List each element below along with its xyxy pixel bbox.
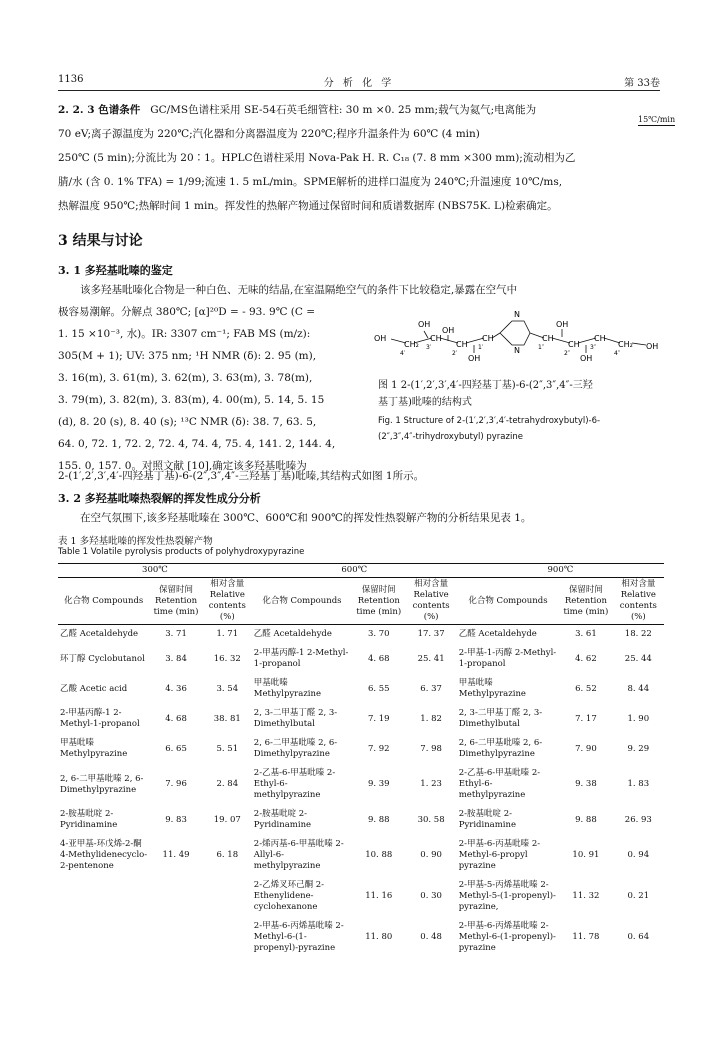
col-retention: 保留时间 Retention time (min) [559,578,612,625]
structure-label: CH₂ [618,340,633,349]
compound-cell: 2-乙基-6-甲基吡嗪 2-Ethyl-6-methylpyrazine [458,768,541,800]
retention-cell: 4. 68 [367,653,390,664]
structure-label: N [514,346,520,355]
retention-cell: 10. 88 [365,850,393,860]
retention-cell: 6. 52 [575,683,597,694]
col-relative: 相对含量 Relative contents (%) [613,578,664,625]
retention-cell: 11. 32 [572,891,600,901]
content-cell: 0. 30 [420,891,442,901]
compound-cell: 乙醛 Acetaldehyde [253,629,332,639]
retention-cell: 11. 80 [365,932,393,942]
table-row [58,835,664,876]
compound-cell: 甲基吡嗪 Methylpyrazine [60,738,128,759]
structure-label: CH [430,334,442,343]
figure-caption-cn-2: 基丁基)吡嗪的结构式 [378,397,472,408]
retention-cell: 3. 70 [367,629,390,639]
col-compound: 化合物 Compounds [58,578,149,625]
structure-label: OH [468,354,481,363]
section-2-2-3-line5: 热解温度 950℃;热解时间 1 min。挥发性的热解产物通过保留时间和质谱数据库 (NBS75K. L)检索确定。 [58,200,558,212]
content-cell: 18. 22 [624,629,652,639]
col-relative: 相对含量 Relative contents (%) [203,578,252,625]
para-text: GC/MS色谱柱采用 SE-54石英毛细管柱: 30 m ×0. 25 mm;载气为氦气;电离能为 [150,104,537,116]
col-retention: 保留时间 Retention time (min) [352,578,405,625]
content-cell: 26. 93 [624,814,652,825]
table-row [58,764,664,805]
para-3-1-line2: 极容易潮解。分解点 380℃; [α]²⁰D = - 93. 9℃ (C = [58,306,316,318]
compound-cell: 2, 6-二甲基吡嗪 2, 6-Dimethylpyrazine [253,738,338,759]
compound-cell: 2-胺基吡啶 2-Pyridinamine [458,809,517,830]
compound-cell: 甲基吡嗪 Methylpyrazine [253,678,322,699]
para-3-1-w8: 2-(1′,2′,3′,4′-四羟基丁基)-6-(2″,3″,4″-三羟基丁基)吡嗪,其结构式如图 1所示。 [58,470,425,482]
section-2-2-3-heading: 2. 2. 3 色谱条件 [58,104,141,116]
table-row [58,674,664,704]
temp-header-900: 900℃ [457,564,664,578]
retention-cell: 4. 68 [165,713,187,724]
structure-label: 4′ [400,350,406,357]
compound-cell [58,917,149,958]
retention-cell: 7. 90 [575,743,597,754]
content-cell: 1. 23 [420,779,442,789]
retention-cell: 6. 65 [165,743,187,754]
structure-label: CH [594,334,606,343]
compound-cell: 2-甲基-6-丙烯基吡嗪 2-Methyl-6-(1-propenyl)-pyrazine [253,921,344,953]
content-cell: 17. 37 [417,629,445,639]
table-row [58,734,664,764]
content-cell: 19. 07 [213,814,241,825]
content-cell: 1. 71 [216,629,239,639]
structure-label: OH [580,354,593,363]
para-3-1-w6: 64. 0, 72. 1, 72. 2, 72. 4, 74. 4, 75. 4, 141. 2, 144. 4, [58,438,336,450]
structure-label: CH [456,340,468,349]
structure-label: 3′ [426,344,432,351]
section-2-2-3-line3: 250℃ (5 min);分流比为 20∶1。HPLC色谱柱采用 Nova-Pak H. R. C₁₈ (7. 8 mm ×300 mm);流动相为乙 [58,152,576,164]
compound-cell [58,876,149,917]
retention-cell: 4. 62 [575,653,597,664]
section-2-2-3-line1 [58,100,536,120]
compound-cell: 2, 3-二甲基丁醛 2, 3-Dimethylbutal [458,708,543,729]
retention-cell: 11. 49 [162,850,190,860]
compound-cell: 2, 3-二甲基丁醛 2, 3-Dimethylbutal [253,708,338,729]
compound-cell: 乙醛 Acetaldehyde [60,629,139,639]
volume-label: 第 33卷 [624,78,660,89]
para-3-1-w2: 305(M + 1); UV: 375 nm; ¹H NMR (δ): 2. 95 (m), [58,350,317,362]
retention-cell: 9. 39 [367,779,390,789]
content-cell: 30. 58 [417,814,445,825]
table-row [58,625,664,645]
structure-label: 4″ [614,350,621,357]
content-cell: 6. 18 [216,850,239,860]
retention-cell: 11. 78 [572,932,600,942]
structure-label: 2′ [452,350,458,357]
running-header [58,74,660,91]
structure-label: 1″ [538,344,545,351]
content-cell: 0. 21 [627,891,650,901]
retention-cell: 3. 84 [165,653,187,664]
compound-cell: 2-胺基吡啶 2-Pyridinamine [60,809,118,830]
table-row [58,917,664,958]
compound-cell: 乙酸 Acetic acid [60,683,128,694]
content-cell: 1. 83 [627,779,650,789]
compound-cell: 2-甲基-5-丙烯基吡嗪 2-Methyl-5-(1-propenyl)-pyrazine, [458,880,556,912]
para-3-1-w3: 3. 16(m), 3. 61(m), 3. 62(m), 3. 63(m), 3. 78(m), [58,372,313,384]
retention-cell: 9. 88 [575,814,597,825]
compound-cell: 2-甲基-6-丙基吡嗪 2-Methyl-6-propyl pyrazine [458,839,541,871]
retention-cell: 3. 71 [165,629,187,639]
para-3-1-w4: 3. 79(m), 3. 82(m), 3. 83(m), 4. 00(m), 5. 14, 5. 15 [58,394,325,406]
compound-cell: 环丁醇 Cyclobutanol [60,653,145,664]
figure-caption-en-2: (2″,3″,4″-trihydroxybutyl) pyrazine [378,432,523,442]
structure-label: OH [556,320,569,329]
content-cell: 9. 29 [627,743,650,754]
compound-cell: 2-乙烯叉环己酮 2-Ethenylidene-cyclohexanone [253,880,325,912]
retention-cell: 7. 92 [367,743,390,754]
compound-cell: 甲基吡嗪 Methylpyrazine [458,678,526,699]
compound-cell: 2-胺基吡啶 2-Pyridinamine [253,809,312,830]
table-caption-cn: 表 1 多羟基吡嗪的挥发性热裂解产物 [58,536,213,547]
ramp-rate: 15℃/min [638,115,676,124]
retention-cell: 3. 61 [575,629,597,639]
content-cell: 7. 98 [420,743,442,754]
structure-label: CH [482,334,494,343]
page-number: 1136 [58,74,84,85]
compound-cell: 2-乙基-6-甲基吡嗪 2-Ethyl-6-methylpyrazine [253,768,336,800]
figure-caption-en-1: Fig. 1 Structure of 2-(1′,2′,3′,4′-tetrahydroxybutyl)-6- [378,416,601,426]
table-row [58,704,664,734]
retention-cell: 10. 91 [572,850,600,860]
table-row [58,644,664,674]
col-retention: 保留时间 Retention time (min) [149,578,202,625]
structure-figure [374,305,664,375]
retention-cell: 9. 38 [575,779,597,789]
col-compound: 化合物 Compounds [252,578,352,625]
content-cell: 5. 51 [216,743,239,754]
section-2-2-3-line2 [58,115,676,144]
content-cell: 16. 32 [213,653,241,664]
content-cell: 0. 64 [627,932,650,942]
table-caption-en: Table 1 Volatile pyrolysis products of polyhydroxypyrazine [58,547,305,557]
para-3-1-line1: 该多羟基吡嗪化合物是一种白色、无味的结晶,在室温隔绝空气的条件下比较稳定,暴露在空气中 [80,284,518,296]
content-cell [203,876,252,917]
para-3-1-w5: (d), 8. 20 (s), 8. 40 (s); ¹³C NMR (δ): 38. 7, 63. 5, [58,416,317,428]
compound-cell: 乙醛 Acetaldehyde [458,629,537,639]
para-3-2: 在空气氛围下,该多羟基吡嗪在 300℃、600℃和 900℃的挥发性热裂解产物的分析结果见表 1。 [80,512,532,524]
compound-cell: 2-甲基-1-丙醇 2-Methyl-1-propanol [458,648,557,669]
content-cell: 25. 44 [624,653,652,664]
compound-cell: 2, 6-二甲基吡嗪 2, 6-Dimethylpyrazine [458,738,543,759]
section-2-2-3-line4: 腈/水 (含 0. 1% TFA) = 1/99;流速 1. 5 mL/min。SPME解析的进样口温度为 240℃;升温速度 10℃/ms, [58,176,563,188]
structure-label: 3″ [590,344,597,351]
pyrolysis-table [58,563,664,958]
content-cell: 8. 44 [627,683,650,694]
section-3-1-heading: 3. 1 多羟基吡嗪的鉴定 [58,264,173,277]
temp-header-600: 600℃ [252,564,457,578]
structure-label: 1′ [478,344,484,351]
structure-label: OH [374,334,387,343]
compound-cell: 2-甲基丙醇-1 2-Methyl-1-propanol [60,708,140,729]
structure-label: 2″ [564,350,571,357]
retention-cell: 11. 16 [365,891,393,901]
structure-label: N [514,310,520,319]
col-compound: 化合物 Compounds [457,578,559,625]
structure-label: OH [442,326,455,335]
section-3-heading: 3 结果与讨论 [58,233,143,249]
para-3-1-w1: 1. 15 ×10⁻³, 水)。IR: 3307 cm⁻¹; FAB MS (m/z): [58,328,311,340]
para-3-1-w7: 155. 0, 157. 0。对照文献 [10],确定该多羟基吡嗪为 [58,460,307,472]
structure-label: OH [418,320,431,329]
content-cell: 0. 48 [420,932,442,942]
compound-cell: 2, 6-二甲基吡嗪 2, 6-Dimethylpyrazine [60,773,144,795]
content-cell: 0. 94 [627,850,650,860]
compound-cell: 4-亚甲基-环戊烯-2-酮 4-Methylidenecyclo-2-pentenone [60,839,148,871]
retention-cell: 6. 55 [367,683,390,694]
figure-caption-cn-1: 图 1 2-(1′,2′,3′,4′-四羟基丁基)-6-(2″,3″,4″-三羟 [378,380,593,391]
retention-cell: 7. 17 [575,713,597,724]
content-cell: 38. 81 [213,713,241,724]
compound-cell: 2-烯丙基-6-甲基吡嗪 2-Allyl-6-methylpyrazine [253,839,344,871]
temp-header-300: 300℃ [58,564,252,578]
table-row [58,805,664,835]
structure-label: CH [542,334,554,343]
retention-cell: 7. 96 [165,779,187,789]
col-relative: 相对含量 Relative contents (%) [405,578,456,625]
structure-label: CH₂ [404,340,419,349]
retention-cell: 7. 19 [367,713,390,724]
retention-cell: 9. 83 [165,814,187,825]
content-cell: 1. 90 [627,713,650,724]
content-cell [203,917,252,958]
structure-label: CH [568,340,580,349]
content-cell: 2. 84 [216,779,239,789]
retention-cell [149,876,202,917]
retention-cell: 4. 36 [165,683,187,694]
compound-cell: 2-甲基丙醇-1 2-Methyl-1-propanol [253,648,349,669]
content-cell: 1. 82 [420,713,442,724]
para-text: 70 eV;离子源温度为 220℃;汽化器和分离器温度为 220℃;程序升温条件为 60℃ (4 min) [58,128,480,140]
content-cell: 3. 54 [216,683,239,694]
content-cell: 0. 90 [420,850,442,860]
content-cell: 6. 37 [420,683,442,694]
retention-cell: 9. 88 [367,814,390,825]
content-cell: 25. 41 [417,653,445,664]
journal-name: 分 析 化 学 [323,78,395,89]
structure-label: OH [646,342,659,351]
section-3-2-heading: 3. 2 多羟基吡嗪热裂解的挥发性成分分析 [58,492,261,505]
table-row [58,876,664,917]
retention-cell [149,917,202,958]
compound-cell: 2-甲基-6-丙烯基吡嗪 2-Methyl-6-(1-propenyl)-pyrazine [458,921,556,953]
